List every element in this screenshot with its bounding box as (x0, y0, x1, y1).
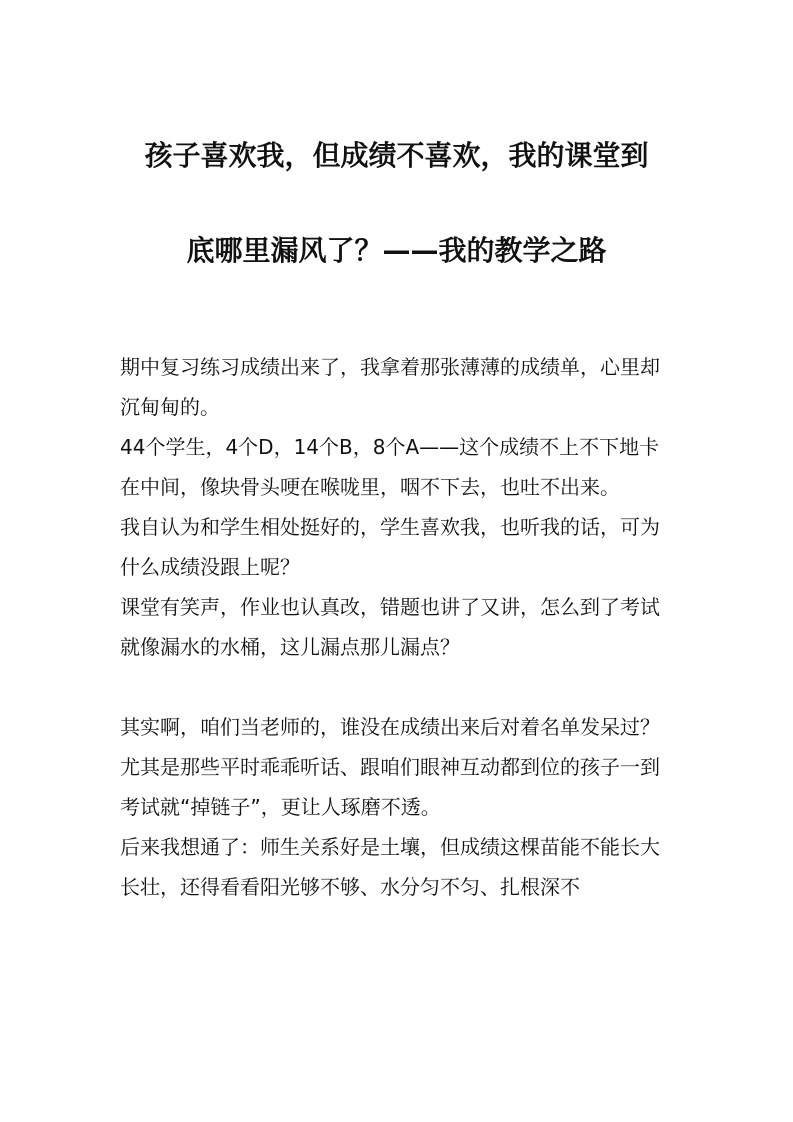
paragraph: 尤其是那些平时乖乖听话、跟咱们眼神互动都到位的孩子一到考试就“掉链子”，更让人琢磨不透。 (120, 755, 660, 819)
paragraph: 后来我想通了：师生关系好是土壤，但成绩这棵苗能不能长大长壮，还得看看阳光够不够、水分匀不匀、扎根深不 (120, 835, 660, 899)
title-line-1: 孩子喜欢我，但成绩不喜欢，我的课堂到 (144, 139, 649, 172)
paragraph: 44个学生，4个D，14个B，8个A——这个成绩不上不下地卡在中间，像块骨头哽在喉咙里，咽不下去，也吐不出来。 (120, 435, 660, 499)
document-body (120, 347, 676, 907)
paragraph: 课堂有笑声，作业也认真改，错题也讲了又讲，怎么到了考试就像漏水的水桶，这儿漏点那儿漏点？ (120, 595, 660, 659)
title-line-2: 底哪里漏风了？——我的教学之路 (186, 234, 607, 267)
paragraph: 期中复习练习成绩出来了，我拿着那张薄薄的成绩单，心里却沉甸甸的。 (120, 355, 660, 419)
paragraph: 其实啊，咱们当老师的，谁没在成绩出来后对着名单发呆过？ (120, 715, 660, 739)
paragraph: 我自认为和学生相处挺好的，学生喜欢我，也听我的话，可为什么成绩没跟上呢？ (120, 515, 660, 579)
